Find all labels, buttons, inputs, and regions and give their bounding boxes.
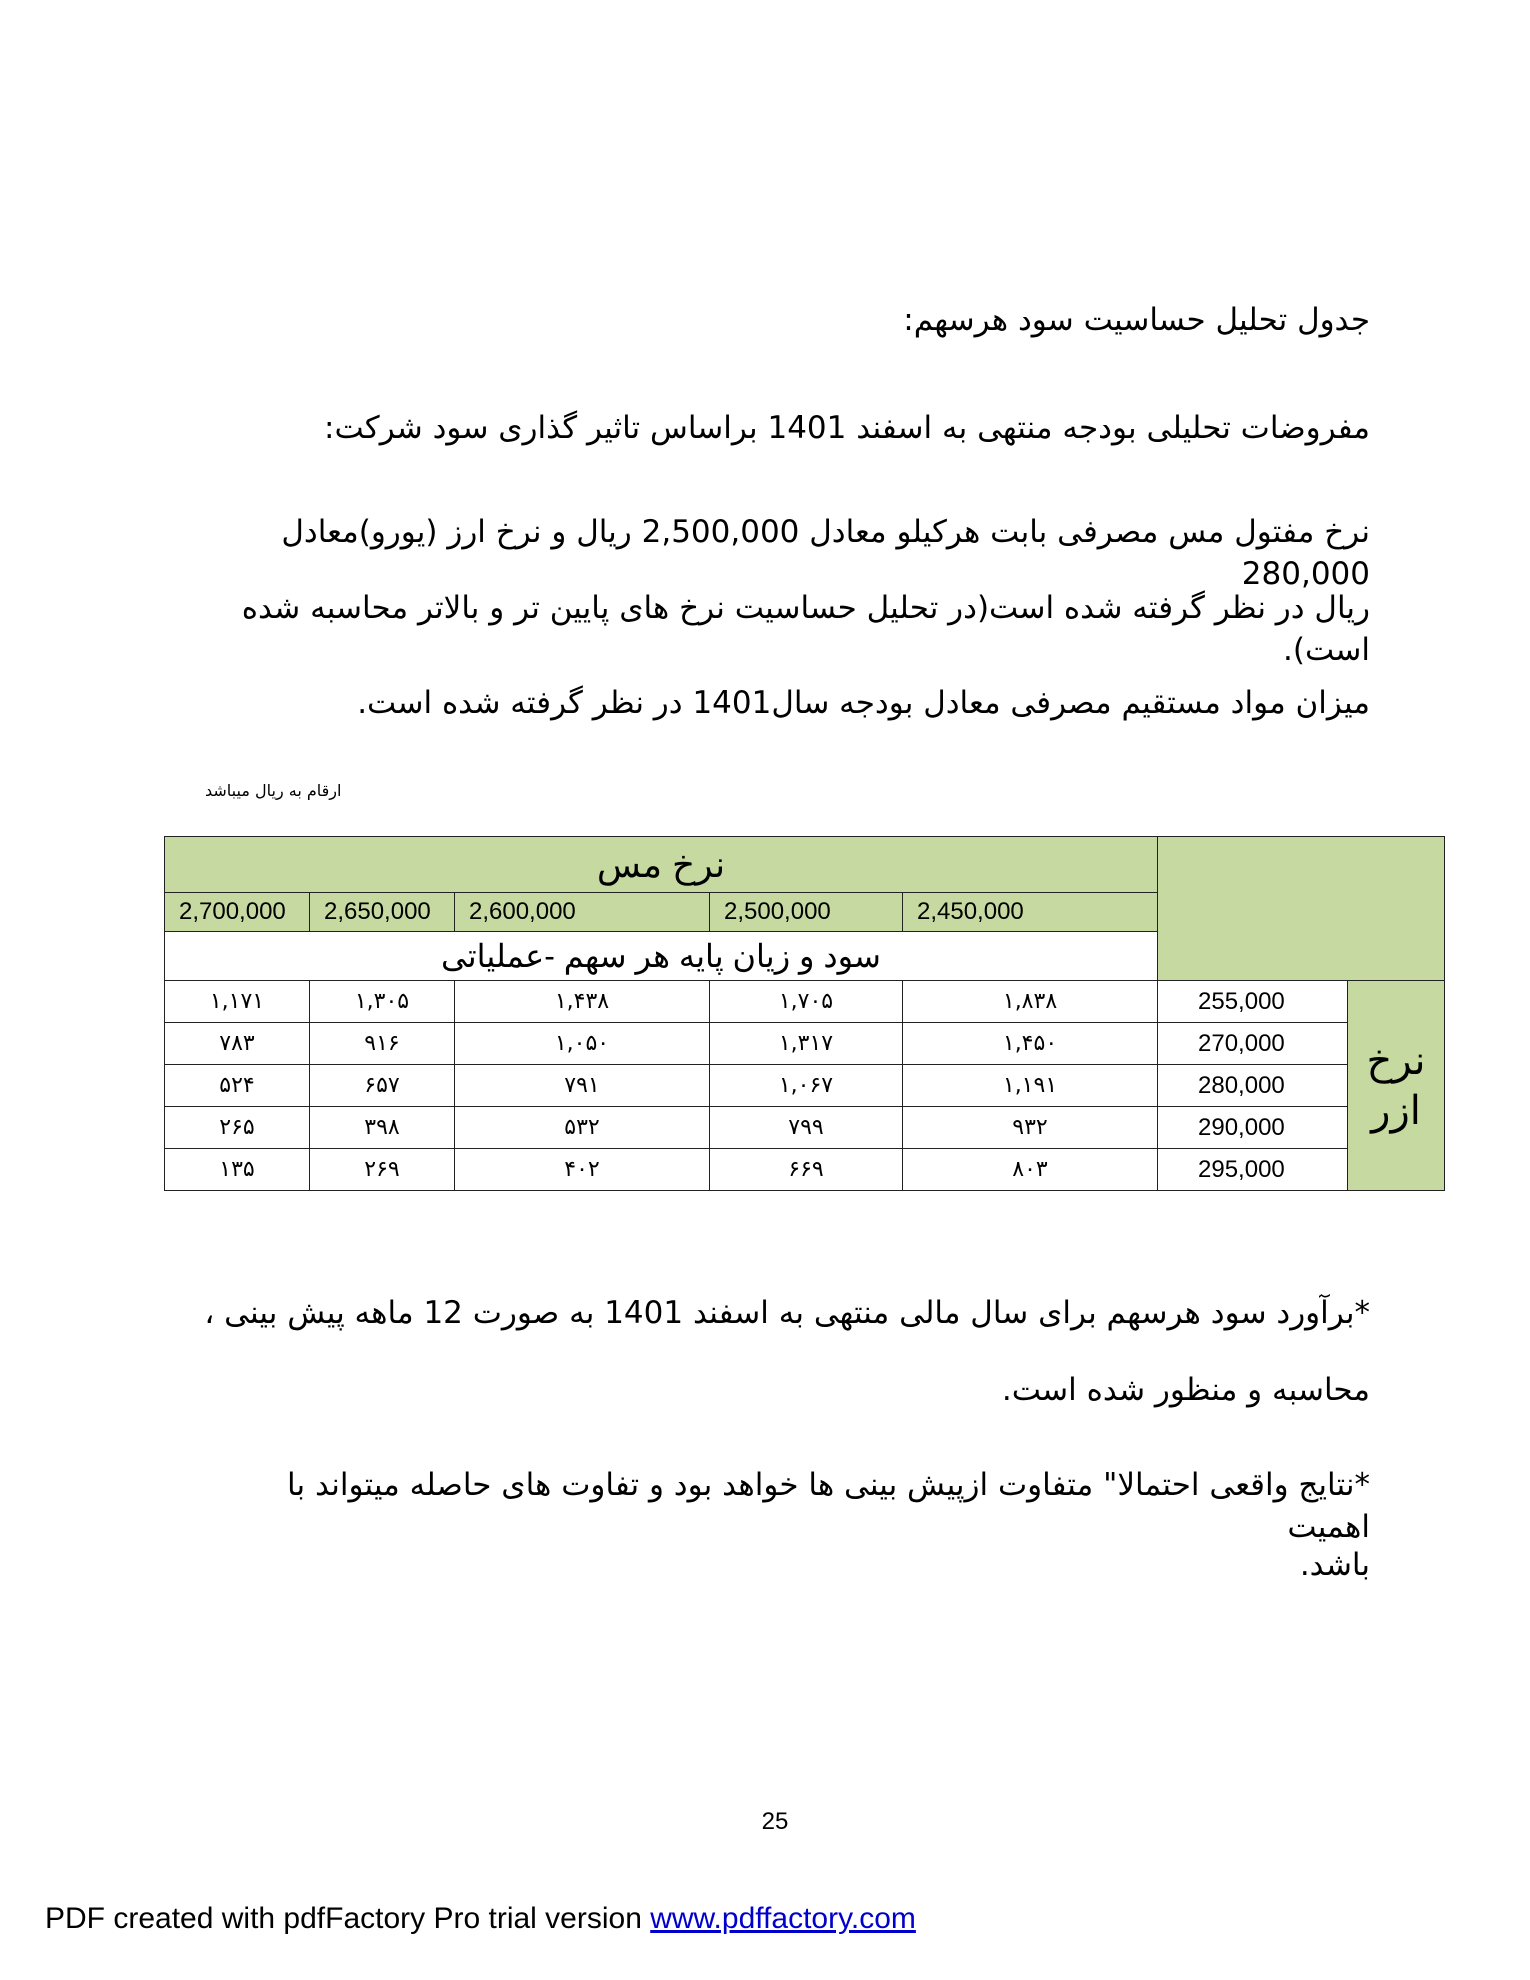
page-number: 25 bbox=[761, 1808, 789, 1835]
fx-rate-cell: 280,000 bbox=[1158, 1065, 1348, 1107]
fx-header-line-1: نرخ bbox=[1366, 1038, 1426, 1083]
table-row bbox=[165, 981, 1445, 1023]
eps-cell: ۱۳۵ bbox=[165, 1149, 310, 1191]
eps-cell: ۱,۰۵۰ bbox=[455, 1023, 710, 1065]
eps-cell: ۱,۸۳۸ bbox=[903, 981, 1158, 1023]
pdf-footer bbox=[45, 1902, 916, 1936]
eps-cell: ۶۶۹ bbox=[710, 1149, 903, 1191]
eps-cell: ۱,۳۱۷ bbox=[710, 1023, 903, 1065]
copper-rate-header: نرخ مس bbox=[165, 837, 1158, 893]
assumption-paragraph-line-2: ریال در نظر گرفته شده است(در تحلیل حساسیت نرخ های پایین تر و بالاتر محاسبه شده است). bbox=[241, 590, 1370, 668]
fx-header-line-2: ازر bbox=[1371, 1088, 1421, 1133]
eps-cell: ۹۳۲ bbox=[903, 1107, 1158, 1149]
footnote-1-line-1: *برآورد سود هرسهم برای سال مالی منتهی به اسفند 1401 به صورت 12 ماهه پیش بینی ، bbox=[204, 1295, 1370, 1331]
eps-cell: ۱,۳۰۵ bbox=[310, 981, 455, 1023]
eps-cell: ۸۰۳ bbox=[903, 1149, 1158, 1191]
assumptions-title: مفروضات تحلیلی بودجه منتهی به اسفند 1401 براساس تاثیر گذاری سود شرکت: bbox=[324, 410, 1370, 446]
fx-rate-cell: 290,000 bbox=[1158, 1107, 1348, 1149]
copper-rate-cell: 2,500,000 bbox=[710, 893, 903, 932]
eps-cell: ۵۳۲ bbox=[455, 1107, 710, 1149]
footer-text: PDF created with pdfFactory Pro trial version bbox=[45, 1902, 651, 1935]
eps-cell: ۲۶۹ bbox=[310, 1149, 455, 1191]
footnote-2-line-2: باشد. bbox=[1299, 1547, 1370, 1583]
sensitivity-table bbox=[164, 836, 1445, 1191]
table-row bbox=[165, 1065, 1445, 1107]
corner-cell bbox=[1158, 837, 1445, 981]
footer-link[interactable]: www.pdffactory.com bbox=[650, 1902, 916, 1935]
eps-cell: ۱,۴۳۸ bbox=[455, 981, 710, 1023]
footnote-1-line-2: محاسبه و منظور شده است. bbox=[1001, 1372, 1370, 1408]
footnote-2-line-1: *نتایج واقعی احتمالا" متفاوت ازپیش بینی ها خواهد بود و تفاوت های حاصله میتواند با اهمیت bbox=[287, 1467, 1370, 1545]
table-row bbox=[165, 1149, 1445, 1191]
eps-cell: ۱,۰۶۷ bbox=[710, 1065, 903, 1107]
eps-cell: ۱,۱۹۱ bbox=[903, 1065, 1158, 1107]
materials-paragraph: میزان مواد مستقیم مصرفی معادل بودجه سال1401 در نظر گرفته شده است. bbox=[357, 685, 1370, 721]
fx-rate-cell: 295,000 bbox=[1158, 1149, 1348, 1191]
eps-cell: ۵۲۴ bbox=[165, 1065, 310, 1107]
copper-rate-cell: 2,650,000 bbox=[310, 893, 455, 932]
eps-cell: ۶۵۷ bbox=[310, 1065, 455, 1107]
eps-cell: ۷۹۱ bbox=[455, 1065, 710, 1107]
assumption-paragraph-line-1: نرخ مفتول مس مصرفی بابت هرکیلو معادل 2,500,000 ریال و نرخ ارز (یورو)معادل 280,000 bbox=[281, 514, 1370, 592]
unit-note: ارقام به ریال میباشد bbox=[205, 781, 342, 800]
table-row bbox=[165, 1023, 1445, 1065]
fx-rate-cell: 255,000 bbox=[1158, 981, 1348, 1023]
copper-rate-cell: 2,700,000 bbox=[165, 893, 310, 932]
page-heading: جدول تحلیل حساسیت سود هرسهم: bbox=[903, 302, 1370, 338]
eps-cell: ۱,۷۰۵ bbox=[710, 981, 903, 1023]
eps-header: سود و زیان پایه هر سهم -عملیاتی bbox=[165, 932, 1158, 981]
fx-rate-header bbox=[1348, 981, 1445, 1191]
fx-rate-cell: 270,000 bbox=[1158, 1023, 1348, 1065]
eps-cell: ۲۶۵ bbox=[165, 1107, 310, 1149]
eps-cell: ۷۸۳ bbox=[165, 1023, 310, 1065]
copper-rate-cell: 2,450,000 bbox=[903, 893, 1158, 932]
eps-cell: ۳۹۸ bbox=[310, 1107, 455, 1149]
eps-cell: ۷۹۹ bbox=[710, 1107, 903, 1149]
copper-rate-cell: 2,600,000 bbox=[455, 893, 710, 932]
table-row bbox=[165, 1107, 1445, 1149]
eps-cell: ۱,۴۵۰ bbox=[903, 1023, 1158, 1065]
eps-cell: ۹۱۶ bbox=[310, 1023, 455, 1065]
eps-cell: ۴۰۲ bbox=[455, 1149, 710, 1191]
eps-cell: ۱,۱۷۱ bbox=[165, 981, 310, 1023]
